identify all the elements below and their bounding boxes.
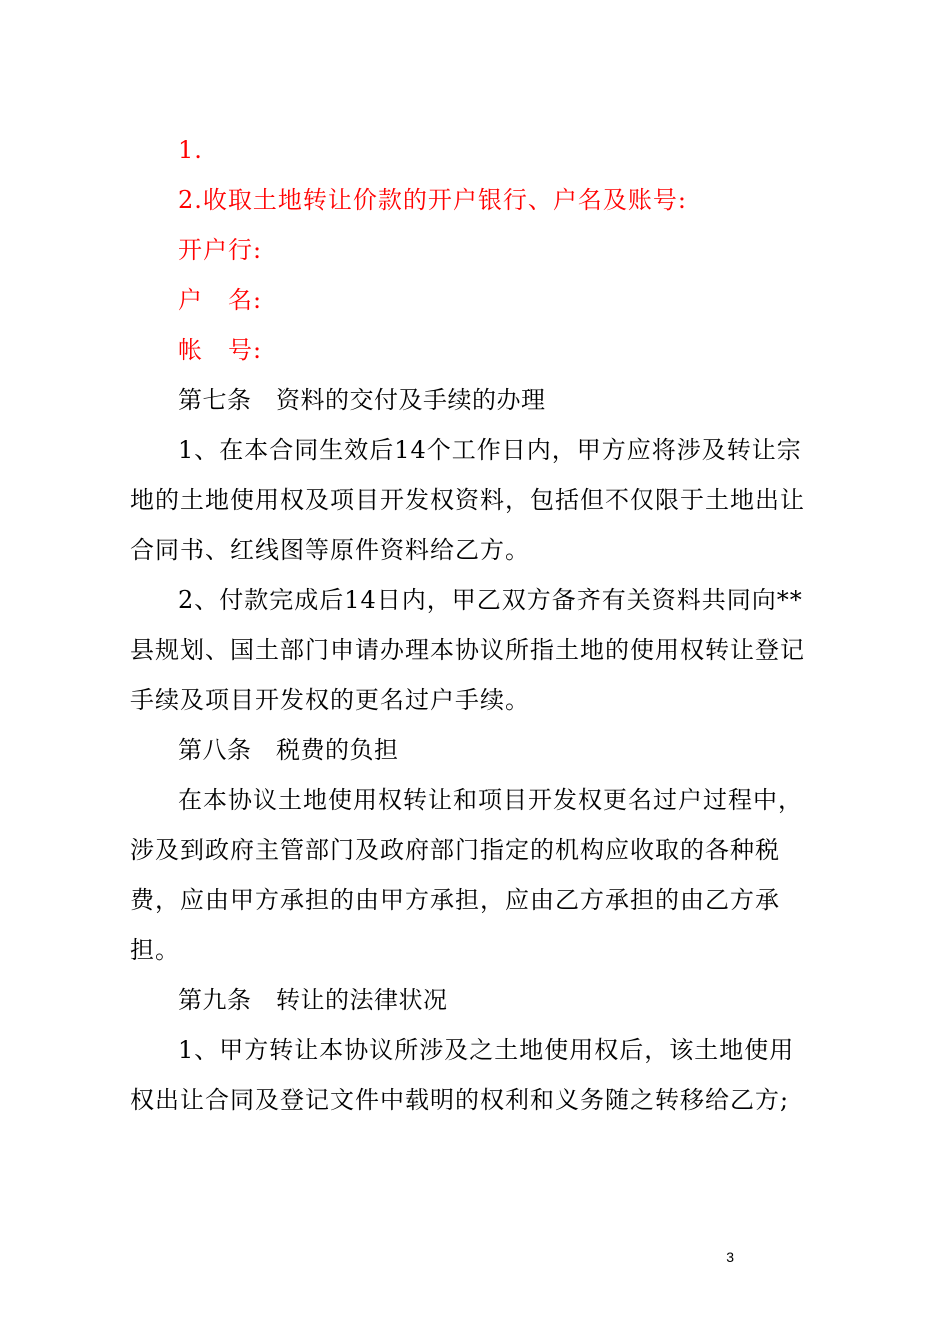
- article-7-p2-line: 县规划、国土部门申请办理本协议所指土地的使用权转让登记: [130, 636, 805, 664]
- payment-item-2: 2.收取土地转让价款的开户银行、户名及账号:: [178, 186, 687, 214]
- page-number: 3: [726, 1249, 734, 1265]
- article-8-heading: 第八条 税费的负担: [178, 736, 399, 764]
- article-8-p1-line: 费，应由甲方承担的由甲方承担，应由乙方承担的由乙方承: [130, 886, 780, 914]
- account-name-label: 户 名:: [178, 286, 263, 314]
- bank-label: 开户行:: [178, 236, 263, 264]
- article-7-p2-line: 手续及项目开发权的更名过户手续。: [130, 686, 530, 714]
- article-9-heading: 第九条 转让的法律状况: [178, 986, 448, 1014]
- article-9-p1-line: 权出让合同及登记文件中载明的权利和义务随之转移给乙方;: [130, 1086, 790, 1114]
- article-8-p1-line: 在本协议土地使用权转让和项目开发权更名过户过程中，: [178, 786, 803, 814]
- article-8-p1-line: 担。: [130, 936, 180, 964]
- article-9-p1-line: 1、甲方转让本协议所涉及之土地使用权后，该土地使用: [178, 1036, 795, 1064]
- article-7-p1-line: 1、在本合同生效后14个工作日内，甲方应将涉及转让宗: [178, 436, 802, 464]
- article-8-p1-line: 涉及到政府主管部门及政府部门指定的机构应收取的各种税: [130, 836, 780, 864]
- article-7-heading: 第七条 资料的交付及手续的办理: [178, 386, 546, 414]
- article-7-p1-line: 地的土地使用权及项目开发权资料，包括但不仅限于土地出让: [130, 486, 805, 514]
- article-7-p1-line: 合同书、红线图等原件资料给乙方。: [130, 536, 530, 564]
- article-7-p2-line: 2、付款完成后14日内，甲乙双方备齐有关资料共同向**: [178, 586, 803, 614]
- account-number-label: 帐 号:: [178, 336, 263, 364]
- payment-item-1: 1.: [178, 136, 203, 164]
